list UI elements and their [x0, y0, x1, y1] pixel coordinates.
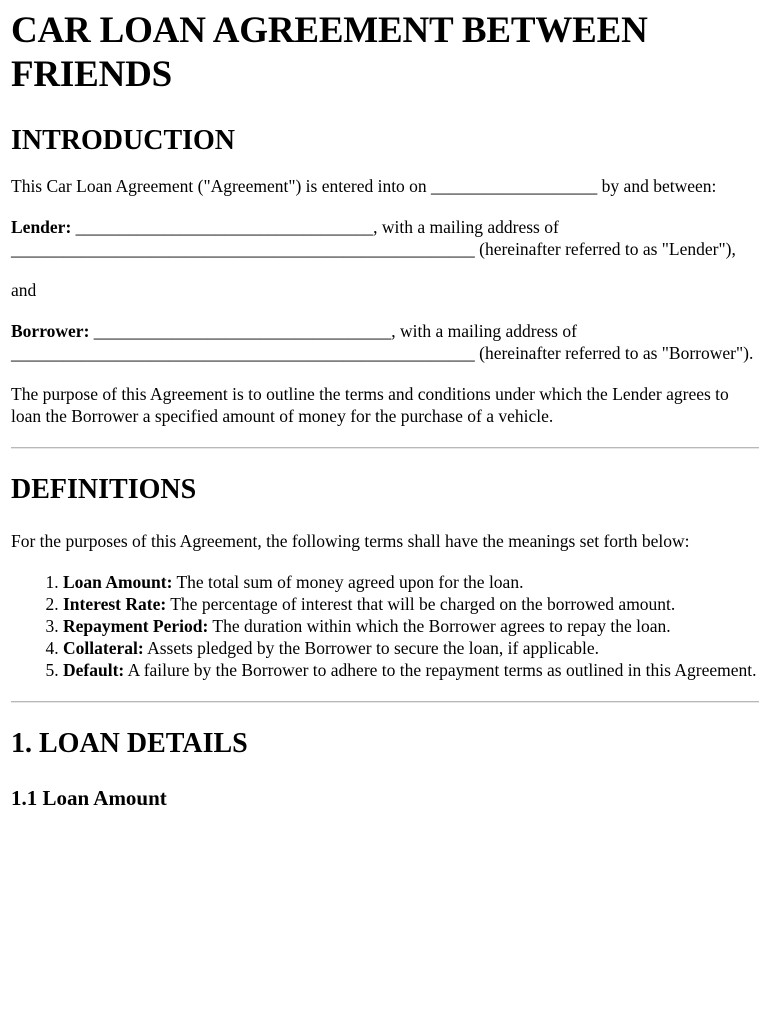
definition-text: The duration within which the Borrower agrees to repay the loan.	[208, 616, 671, 636]
definition-term: Loan Amount:	[63, 572, 173, 592]
definition-item	[63, 659, 759, 681]
definition-term: Interest Rate:	[63, 594, 167, 614]
borrower-paragraph	[11, 320, 759, 364]
definition-term: Collateral:	[63, 638, 144, 658]
definition-item	[63, 615, 759, 637]
definition-item	[63, 593, 759, 615]
introduction-heading: INTRODUCTION	[11, 125, 236, 156]
definition-text: The percentage of interest that will be charged on the borrowed amount.	[166, 594, 676, 614]
section-divider	[11, 701, 759, 703]
definition-term: Repayment Period:	[63, 616, 209, 636]
loan-details-heading: 1. LOAN DETAILS	[11, 728, 248, 759]
borrower-text: __________________________________, with a mailing address of _____________________________________________________ (hereinafter referred to as "Borrower").	[11, 321, 754, 363]
and-text: and	[11, 280, 37, 300]
definition-text: Assets pledged by the Borrower to secure the loan, if applicable.	[143, 638, 600, 658]
introduction-opening: This Car Loan Agreement ("Agreement") is entered into on ___________________ by and between:	[11, 176, 717, 196]
definitions-heading: DEFINITIONS	[11, 474, 197, 505]
borrower-label: Borrower:	[11, 321, 90, 341]
lender-label: Lender:	[11, 217, 72, 237]
section-divider	[11, 447, 759, 449]
lender-paragraph	[11, 216, 759, 260]
definition-term: Default:	[63, 660, 125, 680]
definition-text: The total sum of money agreed upon for the loan.	[172, 572, 524, 592]
definitions-list	[11, 571, 759, 681]
document-page	[0, 9, 770, 811]
document-title: CAR LOAN AGREEMENT BETWEEN FRIENDS	[11, 10, 648, 95]
definition-item	[63, 637, 759, 659]
definition-text: A failure by the Borrower to adhere to the repayment terms as outlined in this Agreement.	[124, 660, 757, 680]
definition-item	[63, 571, 759, 593]
definitions-intro: For the purposes of this Agreement, the following terms shall have the meanings set forth below:	[11, 531, 690, 551]
lender-text: __________________________________, with a mailing address of _____________________________________________________ (hereinafter referred to as "Lender"),	[11, 217, 736, 259]
loan-amount-subheading: 1.1 Loan Amount	[11, 786, 167, 810]
purpose-paragraph: The purpose of this Agreement is to outline the terms and conditions under which the Lender agrees to loan the Borrower a specified amount of money for the purchase of a vehicle.	[11, 384, 729, 426]
